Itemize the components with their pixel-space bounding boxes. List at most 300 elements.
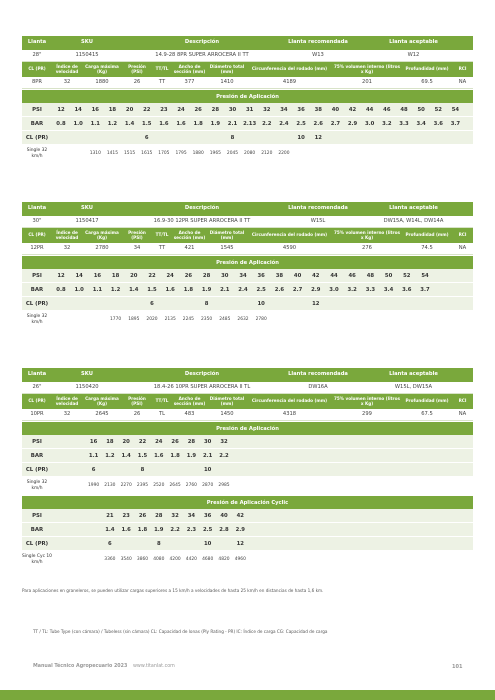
pressure-cell: 20 <box>125 106 134 113</box>
pressure-cell: 2135 <box>164 317 176 322</box>
pressure-cell: 3860 <box>136 557 149 562</box>
spec-indice: 32 <box>63 78 71 85</box>
pressure-cell: 42 <box>348 106 357 113</box>
pressure-cell: 20 <box>122 438 130 445</box>
pressure-cell: 8 <box>230 134 235 141</box>
pressure-cell: 1515 <box>124 151 136 156</box>
pressure-cell: 46 <box>348 272 356 279</box>
manual-title: Manual Técnico Agropecuario 2023 <box>33 664 128 669</box>
header-presion: Presión (PSI) <box>128 230 146 240</box>
table-2-spec-header <box>22 228 473 243</box>
pressure-cell: 3.6 <box>433 120 443 127</box>
header-rci: RCI <box>458 232 467 238</box>
header-circunferencia: Circunferencia del rodado (mm) <box>251 66 328 72</box>
bar-label: BAR <box>30 120 44 127</box>
pressure-cell: 1.4 <box>129 286 139 293</box>
bar-label: BAR <box>30 526 44 533</box>
pressure-cell: 20 <box>130 272 138 279</box>
pressure-cell: 1.9 <box>154 526 164 533</box>
pressure-cell: 3360 <box>104 557 116 562</box>
pressure-cell: 1.8 <box>170 452 180 459</box>
pressure-cell: 34 <box>280 106 288 113</box>
table-1-spec-header <box>22 62 473 77</box>
header-recomendada: Llanta recomendada <box>288 205 348 212</box>
pressure-cell: 6 <box>91 466 96 473</box>
pressure-cell: 42 <box>236 512 244 519</box>
spec-ancho: 483 <box>184 410 195 417</box>
single-cells <box>52 311 473 328</box>
spec-diametro: 1545 <box>220 244 234 251</box>
pressure-cell: 1.4 <box>105 526 115 533</box>
single-label: Single 32 km/h <box>26 148 48 159</box>
spec-circunferencia: 4318 <box>282 410 297 417</box>
pressure-cell: 2.7 <box>330 120 341 127</box>
pressure-cell: 2.3 <box>186 526 197 533</box>
pressure-cell: 48 <box>400 106 408 113</box>
table-1-spec-row <box>22 77 473 89</box>
pressure-cell: 18 <box>108 106 117 113</box>
header-profundidad: Profundidad (mm) <box>405 398 449 404</box>
header-circunferencia: Circunferencia del rodado (mm) <box>251 232 328 238</box>
llanta-value: 28" <box>32 51 42 58</box>
pressure-cell: 10 <box>297 134 305 141</box>
pressure-cell: 2.7 <box>292 286 303 293</box>
spec-rci: NA <box>458 78 467 85</box>
cyclic-pressure-title: Presión de Aplicación Cyclic <box>22 495 473 509</box>
descripcion-value: 18.4-26 10PR SUPER ARROCERA II TL <box>153 383 251 390</box>
cyc-psi-row <box>22 509 473 523</box>
cyc-cl-cells <box>52 537 473 550</box>
header-cl: CL (PR) <box>28 398 46 404</box>
psi-label: PSI <box>32 272 42 279</box>
pressure-cell: 16 <box>91 106 99 113</box>
pressure-cell: 22 <box>138 438 147 445</box>
pressure-cell: 1.8 <box>137 526 148 533</box>
tire-table-2 <box>22 202 473 329</box>
pressure-cell: 2395 <box>136 483 149 488</box>
spec-profundidad: 67.5 <box>421 410 433 417</box>
tire-table-3 <box>22 368 473 569</box>
pressure-cell: 2270 <box>120 483 132 488</box>
pressure-cell: 1705 <box>158 151 170 156</box>
pressure-cell: 12 <box>312 300 320 307</box>
pressure-cell: 2080 <box>244 151 256 156</box>
spec-tttl: TT <box>158 78 166 85</box>
pressure-cell: 52 <box>434 106 442 113</box>
pressure-cell: 1415 <box>106 151 119 156</box>
pressure-cell: 24 <box>166 272 174 279</box>
pressure-cell: 44 <box>330 272 338 279</box>
cyc-bar-cells <box>52 523 473 536</box>
pressure-cell: 8 <box>156 540 161 547</box>
header-rci: RCI <box>458 66 467 72</box>
header-sku: SKU <box>81 39 93 46</box>
pressure-cell: 3.7 <box>420 286 430 293</box>
pressure-cell: 8 <box>140 466 145 473</box>
pressure-cell: 1.1 <box>88 452 99 459</box>
recomendada-value: W13 <box>312 51 324 58</box>
pressure-cell: 32 <box>171 512 179 519</box>
bar-row <box>22 117 473 131</box>
pressure-cell: 4680 <box>202 557 214 562</box>
pressure-cell: 2.5 <box>296 120 306 127</box>
pressure-cell: 1.9 <box>210 120 221 127</box>
pressure-cell: 3.3 <box>365 286 376 293</box>
pressure-cell: 28 <box>202 272 211 279</box>
recomendada-value: W15L <box>310 217 326 224</box>
header-circunferencia: Circunferencia del rodado (mm) <box>251 398 328 404</box>
pressure-cell: 36 <box>297 106 305 113</box>
pressure-cell: 4960 <box>234 557 246 562</box>
pressure-cell: 12 <box>57 106 65 113</box>
pressure-cell: 48 <box>366 272 375 279</box>
recomendada-value: DW16A <box>308 383 328 390</box>
spec-presion: 26 <box>133 410 141 417</box>
pressure-cell: 30 <box>221 272 229 279</box>
pressure-cell: 1880 <box>192 151 204 156</box>
pressure-cell: 12 <box>57 272 65 279</box>
spec-tttl: TT <box>158 244 166 251</box>
table-1-header-row <box>22 36 473 50</box>
pressure-cell: 42 <box>312 272 320 279</box>
descripcion-value: 16.9-30 12PR SUPER ARROCERA II TT <box>153 217 251 224</box>
table-2-tire-row <box>22 216 473 228</box>
pressure-cell: 1.1 <box>92 286 103 293</box>
spec-volumen: 276 <box>362 244 372 251</box>
footer-manual <box>33 664 175 669</box>
sku-value: 1150417 <box>75 217 99 224</box>
pressure-cell: 30 <box>204 438 212 445</box>
table-3-header-row <box>22 368 473 382</box>
psi-label: PSI <box>32 438 42 445</box>
spec-presion: 26 <box>133 78 141 85</box>
psi-cells <box>52 435 473 448</box>
pressure-cell: 2.8 <box>219 526 229 533</box>
pressure-cell: 38 <box>275 272 284 279</box>
pressure-cell: 2.4 <box>238 286 248 293</box>
table-1-tire-row <box>22 50 473 62</box>
cyc-psi-cells <box>52 509 473 522</box>
pressure-cell: 12 <box>236 540 244 547</box>
pressure-cell: 2760 <box>185 483 197 488</box>
pressure-cell: 28 <box>211 106 220 113</box>
spec-carga: 2780 <box>95 244 109 251</box>
header-diametro: Diámetro total (mm) <box>209 64 245 74</box>
pressure-cell: 14 <box>74 106 82 113</box>
header-cl: CL (PR) <box>28 232 46 238</box>
pressure-cell: 2130 <box>104 483 116 488</box>
header-profundidad: Profundidad (mm) <box>405 66 449 72</box>
pressure-cell: 1.0 <box>73 120 83 127</box>
pressure-cell: 32 <box>220 438 228 445</box>
pressure-title: Presión de Aplicación <box>22 255 473 269</box>
pressure-cell: 23 <box>160 106 168 113</box>
pressure-cell: 54 <box>421 272 429 279</box>
cl-cells <box>52 131 473 144</box>
cl-row <box>22 297 473 311</box>
pressure-cell: 1.1 <box>90 120 100 127</box>
pressure-cell: 1990 <box>88 483 100 488</box>
single-cyc-label: Single Cyc 10 km/h <box>22 554 52 565</box>
pressure-cell: 2870 <box>202 483 214 488</box>
header-aceptable: Llanta aceptable <box>389 371 438 378</box>
pressure-cell: 0.8 <box>56 120 66 127</box>
pressure-cell: 1.6 <box>121 526 131 533</box>
header-tttl: TT/TL <box>155 66 169 72</box>
pressure-cell: 52 <box>403 272 411 279</box>
sku-value: 1150420 <box>75 383 99 390</box>
pressure-cell: 2.1 <box>202 452 213 459</box>
pressure-cell: 10 <box>204 466 212 473</box>
pressure-cell: 1.6 <box>176 120 186 127</box>
pressure-cell: 30 <box>228 106 237 113</box>
single-label: Single 32 km/h <box>26 314 48 325</box>
single-row <box>22 477 473 495</box>
pressure-cell: 1.2 <box>110 286 121 293</box>
pressure-cell: 3540 <box>120 557 132 562</box>
spec-carga: 1880 <box>95 78 109 85</box>
cl-cells <box>52 297 473 310</box>
pressure-cell: 2.6 <box>313 120 323 127</box>
aceptable-value: DW15A, W14L, DW14A <box>383 217 444 224</box>
pressure-cell: 40 <box>331 106 340 113</box>
pressure-cell: 3.4 <box>383 286 394 293</box>
pressure-cell: 2985 <box>218 483 230 488</box>
header-carga: Carga máxima (Kg) <box>85 64 119 74</box>
pressure-cell: 22 <box>148 272 156 279</box>
pressure-cell: 26 <box>184 272 193 279</box>
header-ancho: Ancho de sección (mm) <box>173 64 206 74</box>
psi-row <box>22 435 473 449</box>
header-llanta: Llanta <box>27 205 47 212</box>
pressure-cell: 2245 <box>182 317 194 322</box>
pressure-cell: 2632 <box>237 317 249 322</box>
pressure-cell: 26 <box>138 512 147 519</box>
pressure-cell: 1.8 <box>183 286 194 293</box>
pressure-cell: 2350 <box>201 317 213 322</box>
psi-row <box>22 103 473 117</box>
pressure-cell: 1.5 <box>147 286 157 293</box>
table-2-spec-row <box>22 243 473 255</box>
psi-cells <box>52 269 473 282</box>
pressure-cell: 10 <box>257 300 265 307</box>
cl-label: CL (PR) <box>25 540 49 547</box>
pressure-cell: 1770 <box>110 317 122 322</box>
pressure-cell: 18 <box>106 438 114 445</box>
header-diametro: Diámetro total (mm) <box>209 230 245 240</box>
spec-tttl: TL <box>158 410 166 417</box>
pressure-cell: 44 <box>366 106 374 113</box>
pressure-cell: 26 <box>171 438 179 445</box>
spec-rci: NA <box>458 244 467 251</box>
spec-carga: 2645 <box>95 410 109 417</box>
header-ancho: Ancho de sección (mm) <box>173 230 206 240</box>
pressure-cell: 1.8 <box>193 120 203 127</box>
cyc-single-row <box>22 551 473 569</box>
pressure-cell: 34 <box>187 512 196 519</box>
sku-value: 1150415 <box>75 51 99 58</box>
pressure-cell: 28 <box>187 438 196 445</box>
pressure-cell: 24 <box>155 438 163 445</box>
bar-label: BAR <box>30 286 44 293</box>
footer-url[interactable]: www.titanlat.com <box>132 664 175 669</box>
descripcion-value: 14.9-28 8PR SUPER ARROCERA II TT <box>155 51 249 58</box>
spec-indice: 32 <box>63 410 71 417</box>
table-2-header-row <box>22 202 473 216</box>
pressure-cell: 2.6 <box>274 286 285 293</box>
single-row <box>22 311 473 329</box>
single-label: Single 32 km/h <box>26 480 48 491</box>
header-llanta: Llanta <box>27 371 47 378</box>
pressure-cell: 1795 <box>175 151 187 156</box>
cl-row <box>22 463 473 477</box>
pressure-cell: 14 <box>75 272 83 279</box>
spec-circunferencia: 4590 <box>282 244 297 251</box>
pressure-cell: 4080 <box>153 557 165 562</box>
pressure-cell: 1.5 <box>142 120 152 127</box>
psi-row <box>22 269 473 283</box>
bar-cells <box>52 449 473 462</box>
pressure-cell: 2.2 <box>219 452 229 459</box>
tire-table-1 <box>22 36 473 163</box>
spec-diametro: 1450 <box>220 410 234 417</box>
header-diametro: Diámetro total (mm) <box>209 396 245 406</box>
pressure-cell: 6 <box>144 134 149 141</box>
cyc-cl-row <box>22 537 473 551</box>
pressure-cell: 2120 <box>261 151 273 156</box>
pressure-cell: 2.4 <box>279 120 289 127</box>
pressure-cell: 1.9 <box>201 286 212 293</box>
header-cl: CL (PR) <box>28 66 46 72</box>
cyc-single-cells <box>52 551 473 568</box>
pressure-cell: 3.2 <box>347 286 357 293</box>
cl-label: CL (PR) <box>25 300 49 307</box>
spec-profundidad: 74.5 <box>421 244 433 251</box>
page-number: 101 <box>452 664 463 670</box>
pressure-cell: 31 <box>245 106 254 113</box>
pressure-cell: 2045 <box>226 151 239 156</box>
bottom-brand-bar <box>0 690 495 700</box>
header-recomendada: Llanta recomendada <box>288 371 348 378</box>
cl-row <box>22 131 473 145</box>
pressure-cell: 16 <box>93 272 102 279</box>
pressure-cell: 2.5 <box>256 286 266 293</box>
cyc-bar-row <box>22 523 473 537</box>
pressure-cell: 2020 <box>146 317 158 322</box>
pressure-cell: 1.5 <box>137 452 148 459</box>
pressure-cell: 1.6 <box>154 452 164 459</box>
pressure-cell: 21 <box>106 512 114 519</box>
header-carga: Carga máxima (Kg) <box>85 230 119 240</box>
spec-indice: 32 <box>63 244 71 251</box>
pressure-cell: 24 <box>177 106 185 113</box>
spec-presion: 34 <box>133 244 141 251</box>
pressure-cell: 10 <box>204 540 212 547</box>
pressure-cell: 34 <box>239 272 247 279</box>
spec-diametro: 1410 <box>220 78 234 85</box>
pressure-cell: 3.7 <box>450 120 461 127</box>
header-aceptable: Llanta aceptable <box>389 39 438 46</box>
pressure-cell: 3.0 <box>329 286 339 293</box>
header-llanta: Llanta <box>27 39 47 46</box>
header-ancho: Ancho de sección (mm) <box>173 396 206 406</box>
pressure-cell: 1.9 <box>186 452 197 459</box>
pressure-cell: 36 <box>204 512 212 519</box>
header-volumen: 75% volumen interno (litros x Kg) <box>333 64 400 74</box>
single-cells <box>52 145 473 162</box>
header-descripcion: Descripción <box>184 205 220 212</box>
pressure-cell: 2200 <box>278 151 290 156</box>
pressure-cell: 2520 <box>153 483 165 488</box>
bar-cells <box>52 283 473 296</box>
pressure-cell: 6 <box>108 540 112 547</box>
pressure-cell: 2.9 <box>347 120 358 127</box>
pressure-cell: 23 <box>122 512 130 519</box>
header-descripcion: Descripción <box>184 39 220 46</box>
spec-cl: 8PR <box>31 78 43 85</box>
pressure-cell: 1965 <box>209 151 221 156</box>
header-descripcion: Descripción <box>184 371 220 378</box>
pressure-cell: 18 <box>111 272 120 279</box>
aceptable-value: W12 <box>407 51 420 58</box>
psi-label: PSI <box>32 106 42 113</box>
spec-circunferencia: 4189 <box>282 78 297 85</box>
spec-volumen: 201 <box>362 78 372 85</box>
spec-cl: 10PR <box>30 410 44 417</box>
pressure-cell: 32 <box>263 106 271 113</box>
header-tttl: TT/TL <box>155 398 169 404</box>
table-3-spec-row <box>22 409 473 421</box>
cl-label: CL (PR) <box>25 134 49 141</box>
pressure-cell: 2.2 <box>262 120 272 127</box>
pressure-title: Presión de Aplicación <box>22 89 473 103</box>
pressure-cell: 46 <box>383 106 391 113</box>
header-rci: RCI <box>458 398 467 404</box>
pressure-cell: 40 <box>220 512 228 519</box>
pressure-cell: 4420 <box>185 557 197 562</box>
pressure-cell: 3.3 <box>399 120 409 127</box>
pressure-cell: 2.1 <box>227 120 238 127</box>
spec-volumen: 299 <box>362 410 372 417</box>
pressure-cell: 4200 <box>169 557 181 562</box>
pressure-cell: 1.2 <box>105 452 115 459</box>
header-profundidad: Profundidad (mm) <box>405 232 449 238</box>
spec-cl: 12PR <box>30 244 44 251</box>
cl-label: CL (PR) <box>25 466 49 473</box>
pressure-cell: 1.4 <box>121 452 131 459</box>
pressure-cell: 8 <box>204 300 209 307</box>
llanta-value: 26" <box>32 383 42 390</box>
pressure-cell: 4820 <box>218 557 230 562</box>
llanta-value: 30" <box>32 217 42 224</box>
pressure-cell: 38 <box>314 106 322 113</box>
header-indice: Índice de velocidad <box>55 64 79 74</box>
pressure-cell: 28 <box>155 512 163 519</box>
pressure-cell: 54 <box>451 106 460 113</box>
pressure-cell: 12 <box>314 134 322 141</box>
spec-ancho: 377 <box>184 78 195 85</box>
header-sku: SKU <box>81 371 93 378</box>
header-indice: Índice de velocidad <box>55 396 79 406</box>
pressure-cell: 16 <box>89 438 98 445</box>
header-sku: SKU <box>81 205 93 212</box>
header-recomendada: Llanta recomendada <box>288 39 348 46</box>
pressure-cell: 50 <box>417 106 425 113</box>
pressure-cell: 2.13 <box>243 120 257 127</box>
spec-ancho: 421 <box>184 244 195 251</box>
pressure-cell: 3.0 <box>364 120 375 127</box>
header-tttl: TT/TL <box>155 232 169 238</box>
